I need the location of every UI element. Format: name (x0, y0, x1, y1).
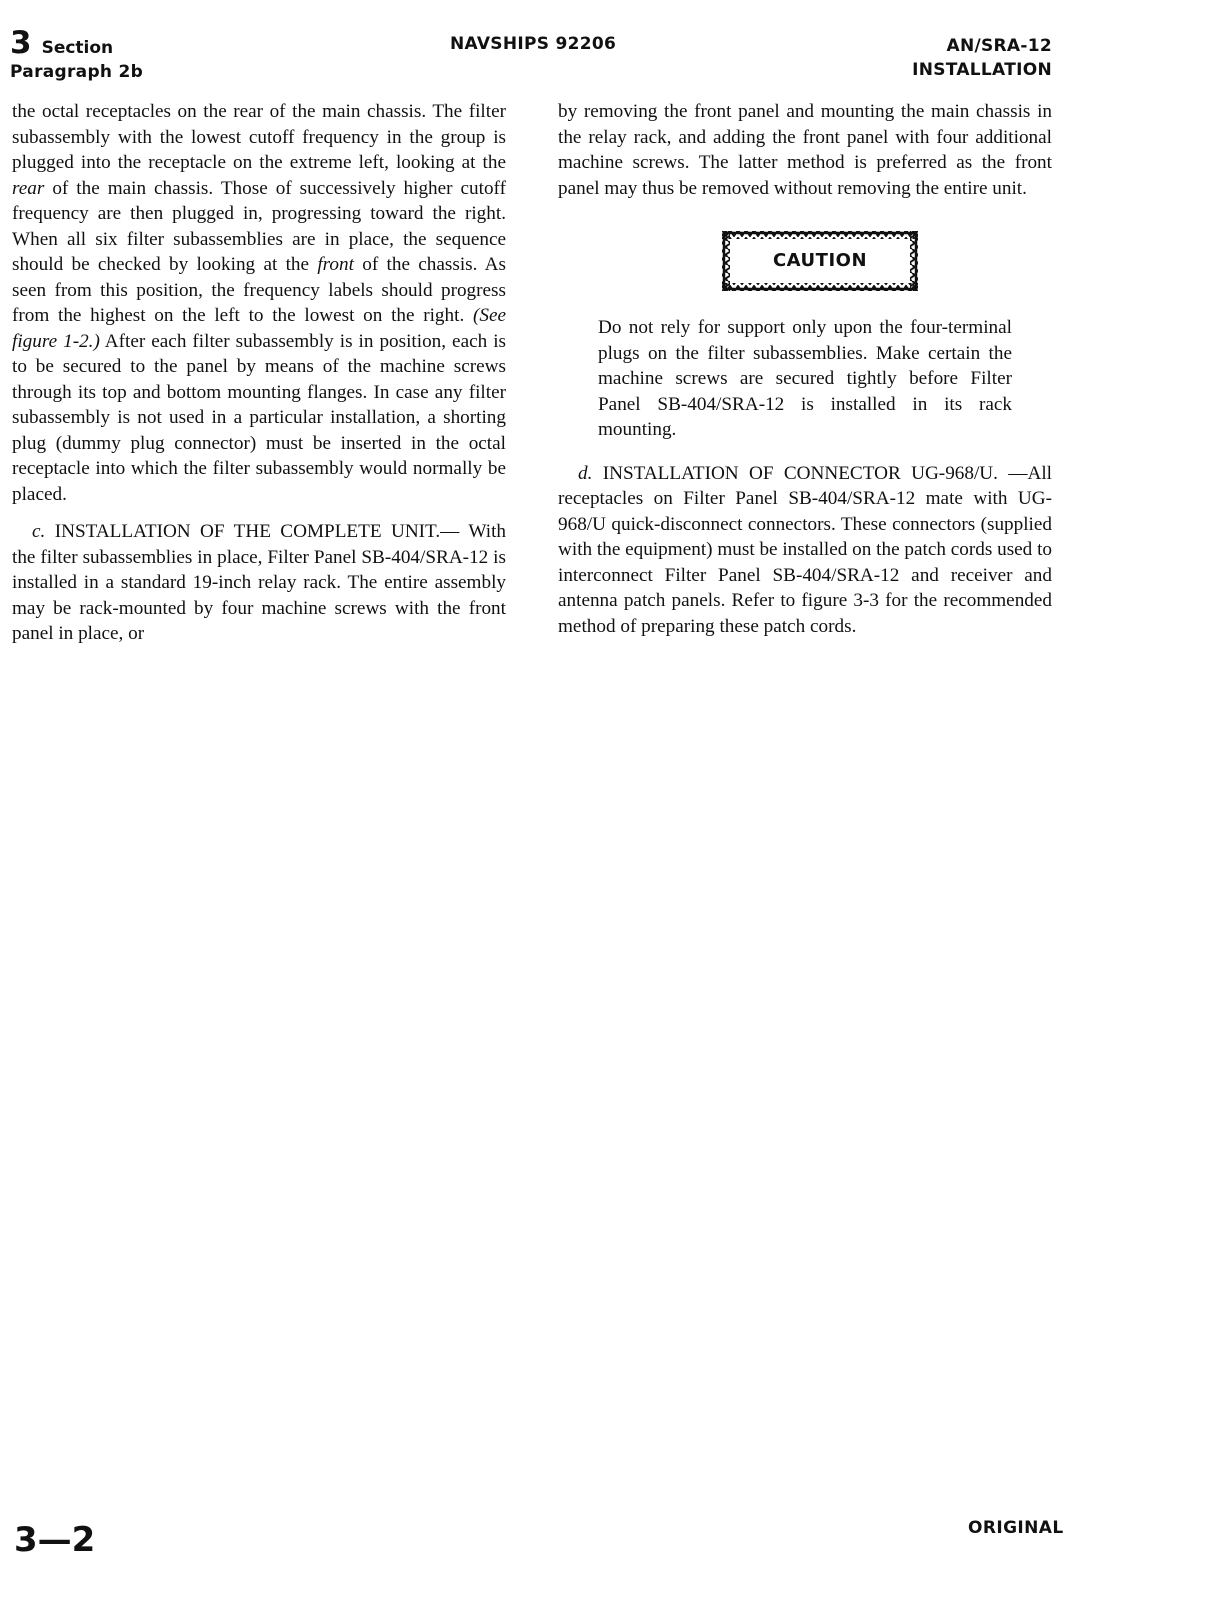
section-d-body: —All receptacles on Filter Panel SB-404/SRA-12 mate with UG-968/U quick-disconnect connectors. These connectors (supplied with the equipment) must be installed on the patch cords used to interconnect Filter Panel SB-404/SRA-12 and receiver and antenna patch panels. Refer to figure 3-3 for the recommended method of preparing these patch cords. (558, 462, 1053, 637)
section-c-title: INSTALLATION OF THE COMPLETE UNIT.— (54, 521, 460, 542)
paragraph-receptacle-sequence (12, 99, 506, 507)
figure-reference: (See figure 1-2.) (12, 305, 506, 352)
edition-status: ORIGINAL (968, 1518, 1064, 1538)
equipment-designation: AN/SRA-12 (946, 36, 1052, 56)
caution-container (588, 229, 1052, 293)
right-column (558, 99, 1052, 639)
text-run: of the chassis. As seen from this position, the frequency labels should progress from the highest on the left to the lowest on the right. (12, 254, 506, 326)
section-number: 3 (10, 25, 32, 61)
section-d-letter: d. (578, 462, 593, 484)
text-run: of the main chassis. Those of successively higher cutoff frequency are then plugged in, progressing toward the right. When all six filter subassemblies are in place, the sequence should be checked by looking at the (12, 177, 506, 275)
emphasis-rear: rear (12, 177, 45, 199)
caution-label: CAUTION (772, 250, 868, 272)
caution-text: Do not rely for support only upon the four-terminal plugs on the filter subassemblies. Make certain the machine screws are secured tightly before Filter Panel SB-404/SRA-12 is installed in its rack mounting. (598, 317, 1012, 440)
chapter-title: INSTALLATION (912, 60, 1052, 80)
document-id: NAVSHIPS 92206 (450, 34, 617, 54)
caution-box (720, 229, 920, 293)
header-section-block (10, 26, 143, 82)
section-d-title: INSTALLATION OF CONNECTOR UG-968/U. (602, 462, 998, 484)
paragraph-rack-mounting: by removing the front panel and mounting the main chassis in the relay rack, and adding the front panel with four additional machine screws. The latter method is preferred as the front panel may thus be removed without removing the entire unit. (558, 101, 1052, 199)
section-d-paragraph (558, 461, 1052, 640)
text-run: After each filter subassembly is in position, each is to be secured to the panel by means of the machine screws through its top and bottom mounting flanges. In case any filter subassembly is not used in a particular installation, a shorting plug (dummy plug connector) must be inserted in the octal receptacle into which the filter subassembly would normally be placed. (12, 330, 506, 505)
section-c-paragraph (12, 519, 506, 647)
paragraph-reference: Paragraph 2b (10, 62, 144, 82)
section-word: Section (41, 38, 114, 58)
section-c-body: With the filter subassemblies in place, Filter Panel SB-404/SRA-12 is installed in a standard 19-inch relay rack. The entire assembly may be rack-mounted by four machine screws with the front panel in place, or (12, 521, 506, 644)
page-number: 3—2 (14, 1520, 96, 1560)
section-c-letter: c. (32, 521, 46, 542)
header-right-block (912, 34, 1052, 82)
left-column (12, 99, 506, 647)
text-run: the octal receptacles on the rear of the main chassis. The filter subassembly with the lowest cutoff frequency in the group is plugged into the receptacle on the extreme left, looking at the (12, 101, 506, 173)
emphasis-front: front (317, 254, 354, 275)
